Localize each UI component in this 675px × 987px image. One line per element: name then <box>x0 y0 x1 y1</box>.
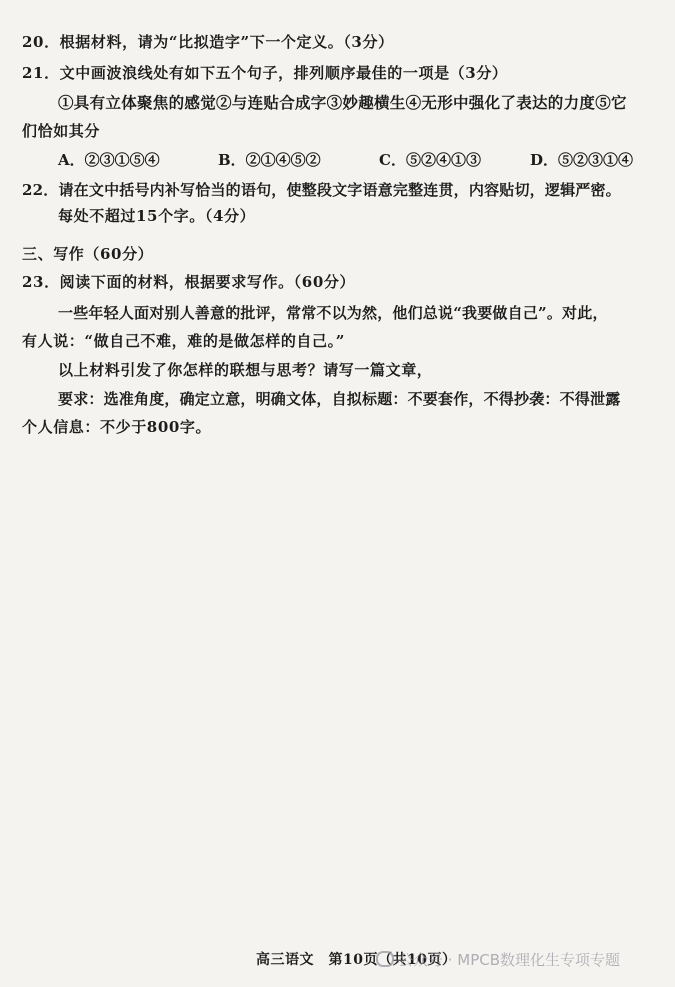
question-21-stem: 21．文中画波浪线处有如下五个句子，排列顺序最佳的一项是（3分） <box>22 64 508 82</box>
requirements-line1: 要求：选准角度，确定立意，明确文体，自拟标题：不要套作，不得抄袭：不得泄露 <box>58 390 621 408</box>
question-23-stem: 23．阅读下面的材料，根据要求写作。（60分） <box>22 273 356 291</box>
question-21-sentences-line1: ①具有立体聚焦的感觉②与连贴合成字③妙趣横生④无形中强化了表达的力度⑤它 <box>58 93 627 112</box>
question-21-option-a: A．②③①⑤④ <box>58 151 160 169</box>
section-3-heading: 三、写作（60分） <box>22 245 154 263</box>
material-line1: 一些年轻人面对别人善意的批评，常常不以为然，他们总说“我要做自己”。对此， <box>58 304 608 322</box>
question-21-option-c: C．⑤②④①③ <box>379 151 481 169</box>
question-21-sentences-line2: 们恰如其分 <box>22 122 101 140</box>
question-22-line1: 22．请在文中括号内补写恰当的语句，使整段文字语意完整连贯，内容贴切，逻辑严密。 <box>22 181 621 199</box>
watermark <box>376 950 620 970</box>
material-line2: 有人说：“做自己不难，难的是做怎样的自己。” <box>22 332 345 350</box>
watermark-text: 公众号 · MPCB数理化生专项专题 <box>398 951 621 969</box>
question-20: 20．根据材料，请为“比拟造字”下一个定义。（3分） <box>22 33 394 51</box>
question-21-option-b: B．②①④⑤② <box>218 151 321 169</box>
writing-prompt: 以上材料引发了你怎样的联想与思考？请写一篇文章， <box>58 361 433 379</box>
question-22-line2: 每处不超过15个字。（4分） <box>58 207 256 225</box>
requirements-line2: 个人信息：不少于800字。 <box>22 418 212 436</box>
wechat-icon <box>376 951 394 967</box>
page-footer: 高三语文 第10页（共10页） <box>256 952 457 968</box>
question-21-option-d: D．⑤②③①④ <box>530 151 634 169</box>
